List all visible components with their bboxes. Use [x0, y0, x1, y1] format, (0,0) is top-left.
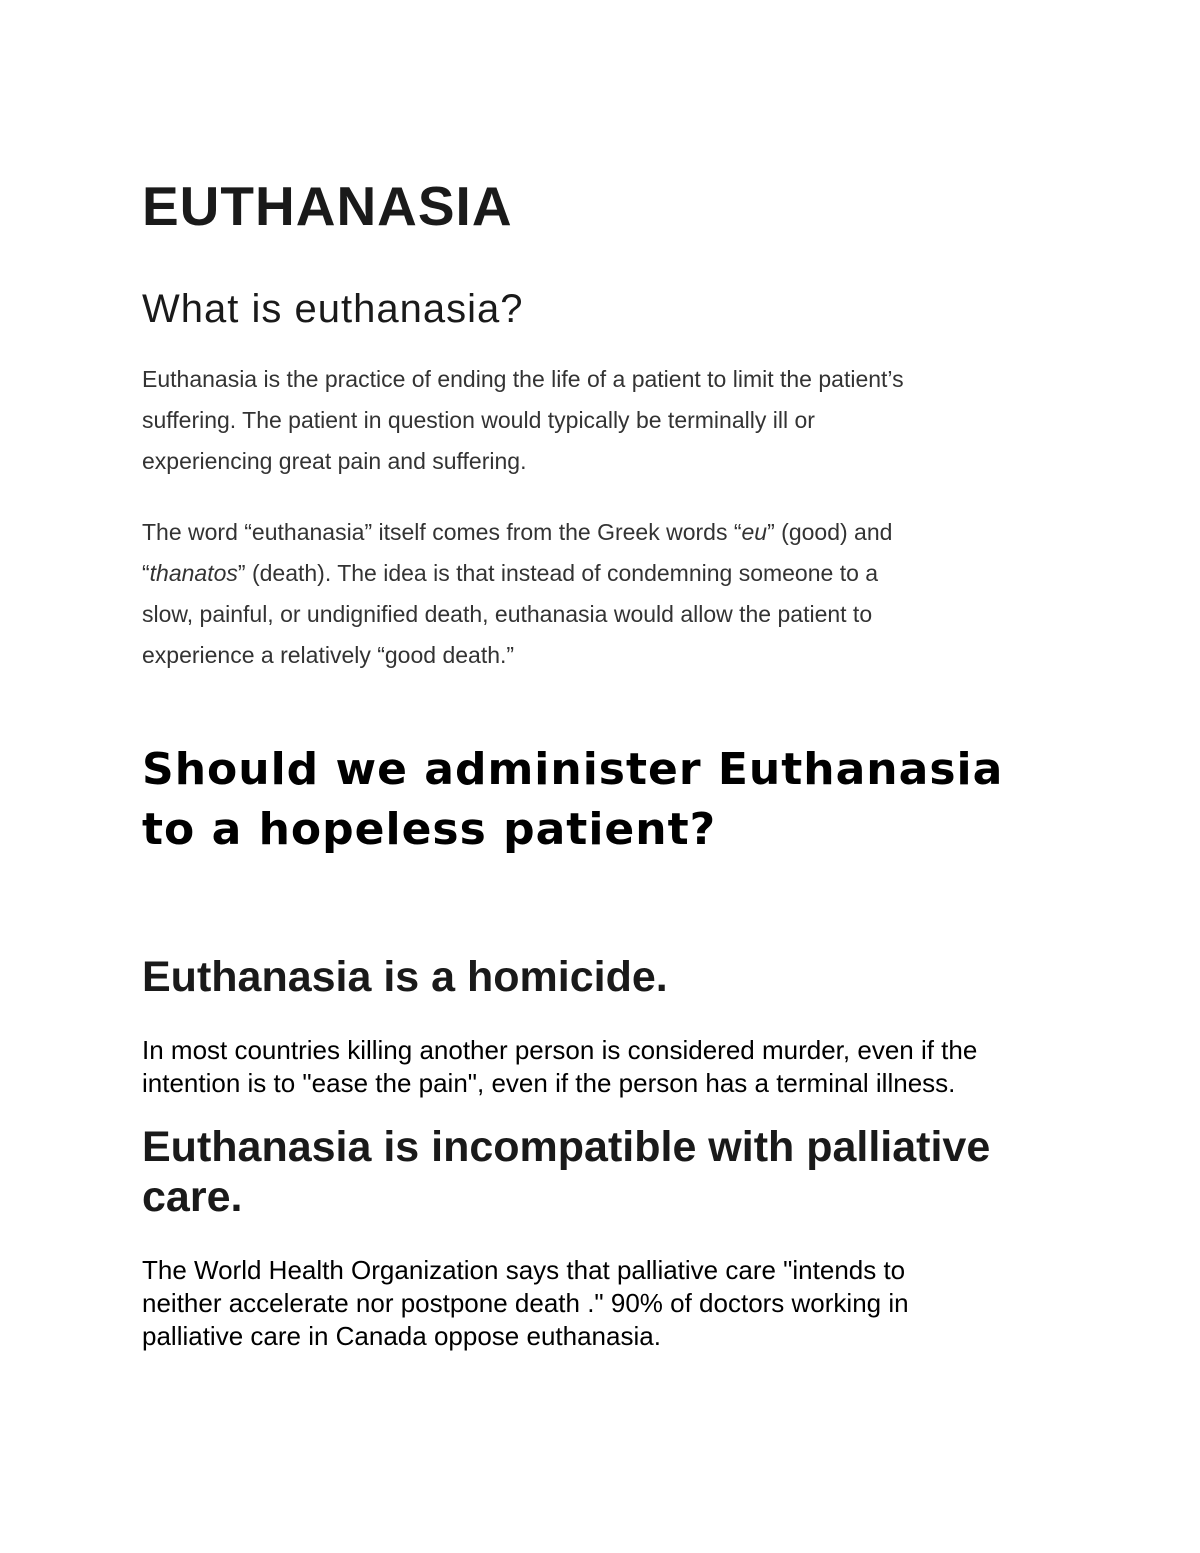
question-line: Should we administer Euthanasia — [142, 744, 1004, 795]
intro-paragraph — [142, 359, 1062, 482]
greek-word-eu: eu — [741, 519, 768, 545]
section-body-line: palliative care in Canada oppose euthanasia. — [142, 1321, 661, 1351]
section-heading-homicide: Euthanasia is a homicide. — [142, 953, 668, 1001]
intro-line: suffering. The patient in question would typically be terminally ill or — [142, 407, 815, 433]
etymology-line: experience a relatively “good death.” — [142, 642, 515, 668]
section-body-homicide — [142, 1034, 1072, 1100]
section-body-palliative — [142, 1254, 1072, 1353]
document-subtitle: What is euthanasia? — [142, 287, 524, 331]
etymology-paragraph — [142, 512, 1062, 676]
etymology-line — [142, 512, 1062, 553]
section-body-line: intention is to "ease the pain", even if the person has a terminal illness. — [142, 1068, 956, 1098]
section-body-line: neither accelerate nor postpone death ." 90% of doctors working in — [142, 1288, 909, 1318]
etymology-line: slow, painful, or undignified death, euthanasia would allow the patient to — [142, 601, 873, 627]
etymology-text: ” (good) and — [767, 519, 893, 545]
section-heading-line: care. — [142, 1173, 243, 1221]
etymology-text: “ — [142, 560, 150, 586]
section-body-line: The World Health Organization says that palliative care "intends to — [142, 1255, 906, 1285]
greek-word-thanatos: thanatos — [149, 560, 238, 586]
debate-question — [142, 740, 1082, 860]
section-body-line: In most countries killing another person is considered murder, even if the — [142, 1035, 978, 1065]
etymology-text: ” (death). The idea is that instead of condemning someone to a — [237, 560, 879, 586]
intro-line: experiencing great pain and suffering. — [142, 448, 527, 474]
section-heading-palliative — [142, 1122, 1082, 1222]
intro-line: Euthanasia is the practice of ending the life of a patient to limit the patient’s — [142, 366, 904, 392]
question-line: to a hopeless patient? — [142, 804, 717, 855]
etymology-text: The word “euthanasia” itself comes from the Greek words “ — [142, 519, 742, 545]
etymology-line — [142, 553, 1062, 594]
section-heading-line: Euthanasia is incompatible with palliative — [142, 1123, 991, 1171]
document-title: EUTHANASIA — [142, 175, 513, 237]
